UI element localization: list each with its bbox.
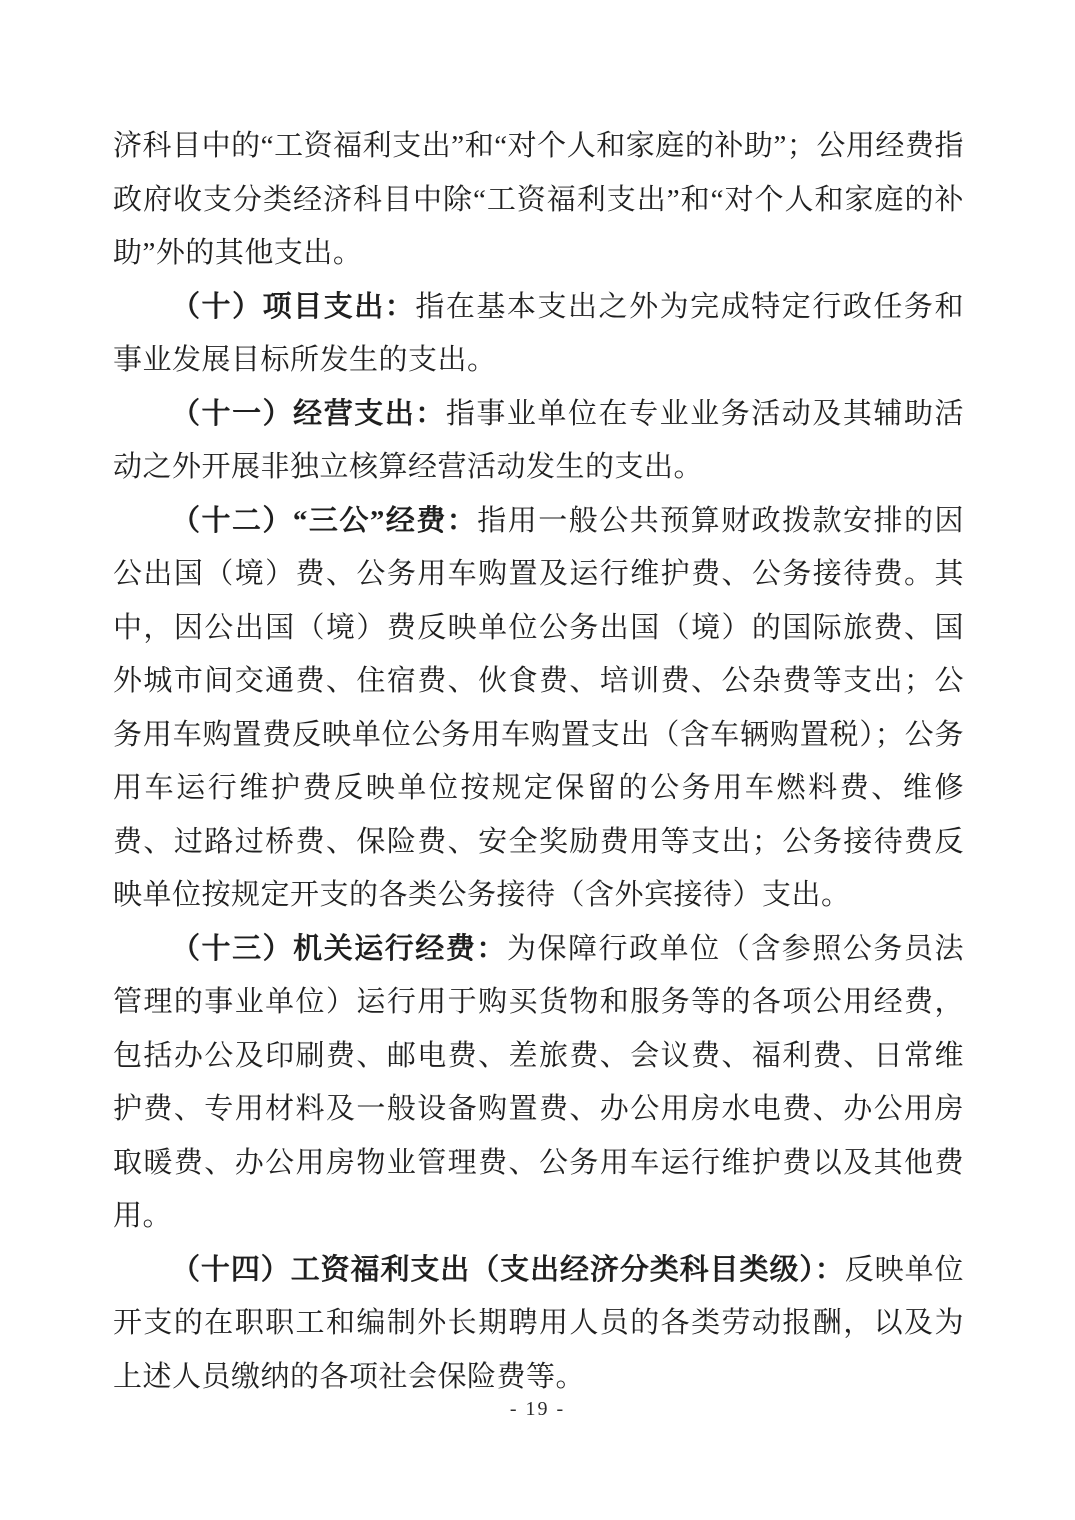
paragraph-item-10 [113,281,964,388]
paragraph-text: 指用一般公共预算财政拨款安排的因公出国（境）费、公务用车购置及运行维护费、公务接待费。其中，因公出国（境）费反映单位公务出国（境）的国际旅费、国外城市间交通费、住宿费、伙食费、培训费、公杂费等支出；公务用车购置费反映单位公务用车购置支出（含车辆购置税）；公务用车运行维护费反映单位按规定保留的公务用车燃料费、维修费、过路过桥费、保险费、安全奖励费用等支出；公务接待费反映单位按规定开支的各类公务接待（含外宾接待）支出。 [113,504,964,911]
paragraph-text: 反映单位开支的在职职工和编制外长期聘用人员的各类劳动报酬，以及为上述人员缴纳的各项社会保险费等。 [113,1253,964,1393]
paragraph-lead: （十三）机关运行经费： [171,932,507,965]
paragraph-item-12 [113,495,964,923]
paragraph-lead: （十四）工资福利支出（支出经济分类科目类级）： [171,1253,845,1286]
document-body [113,120,964,1404]
paragraph-text: 济科目中的“工资福利支出”和“对个人和家庭的补助”；公用经费指政府收支分类经济科目中除“工资福利支出”和“对个人和家庭的补助”外的其他支出。 [113,130,964,269]
paragraph-text: 指在基本支出之外为完成特定行政任务和事业发展目标所发生的支出。 [113,290,964,376]
paragraph-text: 为保障行政单位（含参照公务员法管理的事业单位）运行用于购买货物和服务等的各项公用经费，包括办公及印刷费、邮电费、差旅费、会议费、福利费、日常维护费、专用材料及一般设备购置费、办公用房水电费、办公用房取暖费、办公用房物业管理费、公务用车运行维护费以及其他费用。 [113,932,964,1232]
paragraph-lead: （十）项目支出： [171,290,416,323]
paragraph-item-13 [113,923,964,1244]
paragraph-item-14 [113,1244,964,1405]
paragraph-lead: （十一）经营支出： [171,397,446,430]
paragraph-continuation [113,120,964,281]
paragraph-lead: （十二）“三公”经费： [171,504,478,537]
paragraph-text: 指事业单位在专业业务活动及其辅助活动之外开展非独立核算经营活动发生的支出。 [113,397,964,483]
paragraph-item-11 [113,388,964,495]
page-number: - 19 - [509,1398,566,1420]
